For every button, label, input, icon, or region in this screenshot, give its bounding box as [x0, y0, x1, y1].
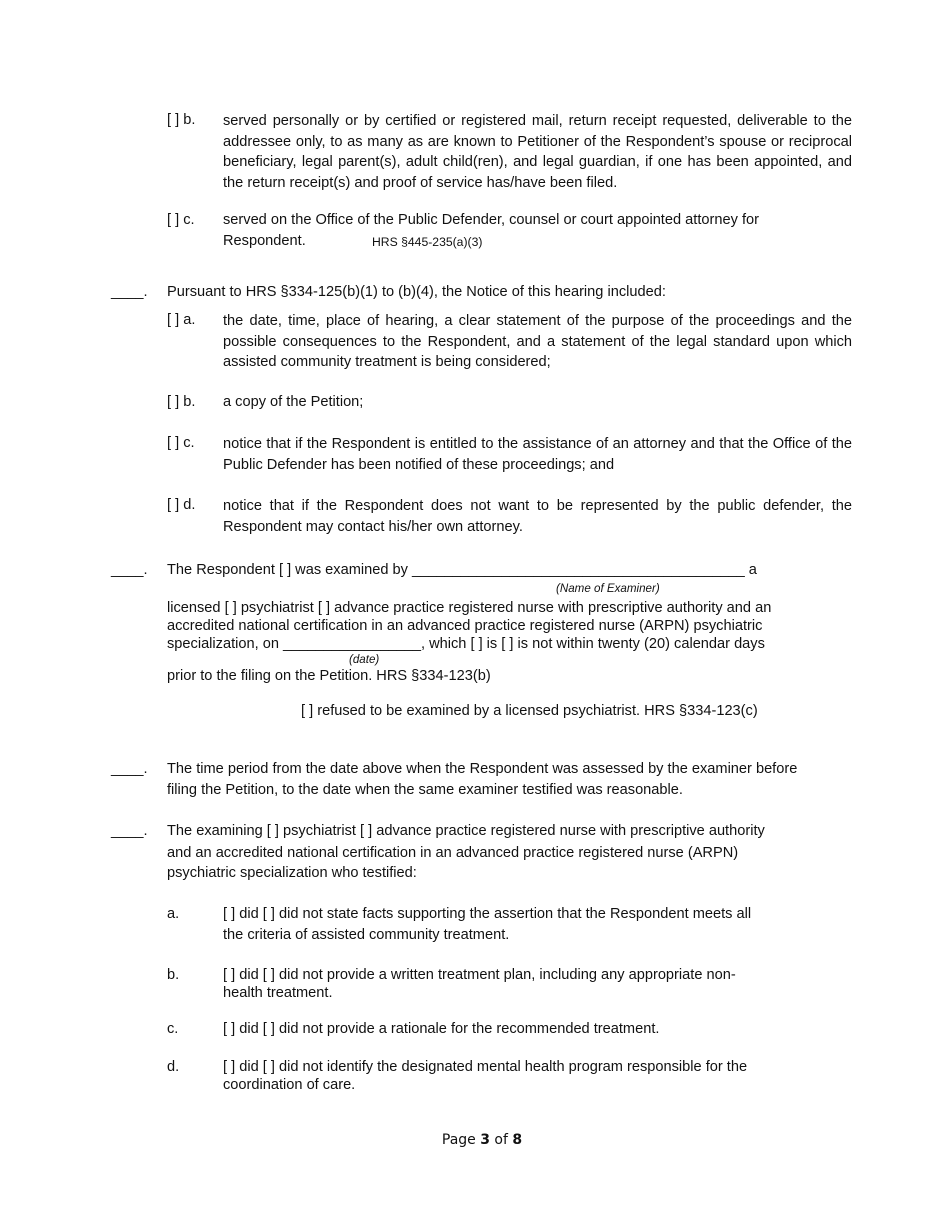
exam-line4: specialization, on _________________, which [ ] is [ ] is not within twenty (20) calendar days — [167, 636, 765, 652]
exam-line3: accredited national certification in an advanced practice registered nurse (ARPN) psychiatric — [167, 618, 763, 634]
testified-b-label: b. — [167, 967, 180, 983]
time-blank: ____. — [111, 761, 148, 777]
page-footer — [0, 1132, 950, 1148]
testified-d-label: d. — [167, 1059, 180, 1075]
testified-a-line2: the criteria of assisted community treatment. — [223, 927, 510, 943]
item-b-text: served personally or by certified or registered mail, return receipt requested, deliverable to the addressee only, to as many as are known to Petitioner of the Respondent’s spouse or reciprocal beneficiary, legal parent(s), adult child(ren), and legal guardian, if one has been appointed, and the return receipt(s) and proof of service has/have been filed. — [223, 113, 852, 191]
notice-a-text: the date, time, place of hearing, a clear statement of the purpose of the proceedings and the possible consequences to the Respondent, and a statement of the legal standard upon which assisted community treatment is being considered; — [223, 313, 852, 371]
footer-middle: of — [489, 1132, 513, 1148]
footer-prefix: Page — [441, 1132, 481, 1148]
exam-line2: licensed [ ] psychiatrist [ ] advance practice registered nurse with prescriptive authority and an — [167, 600, 772, 616]
testified-b-line1: [ ] did [ ] did not provide a written treatment plan, including any appropriate non- — [223, 967, 736, 983]
item-c-line2: Respondent. — [223, 233, 306, 249]
testified-d-line1: [ ] did [ ] did not identify the designated mental health program responsible for the — [223, 1059, 748, 1075]
testified-d-line2: coordination of care. — [223, 1077, 356, 1093]
time-line1: The time period from the date above when the Respondent was assessed by the examiner before — [167, 761, 798, 777]
exam-line5: prior to the filing on the Petition. HRS §334-123(b) — [167, 668, 491, 684]
notice-c-text: notice that if the Respondent is entitled to the assistance of an attorney and that the Office of the Public Defender has been notified of these proceedings; and — [223, 436, 852, 473]
time-line2: filing the Petition, to the date when the same examiner testified was reasonable. — [167, 782, 683, 798]
footer-page-number: 3 — [480, 1132, 490, 1148]
exam-line1: The Respondent [ ] was examined by _________________________________________ a — [167, 562, 757, 578]
notice-blank: ____. — [111, 284, 148, 300]
notice-intro: Pursuant to HRS §334-125(b)(1) to (b)(4), the Notice of this hearing included: — [167, 284, 666, 300]
notice-c-marker: [ ] c. — [167, 435, 195, 451]
date-caption: (date) — [349, 653, 380, 666]
examiner-caption: (Name of Examiner) — [556, 582, 660, 595]
examining-line3: psychiatric specialization who testified: — [167, 865, 417, 881]
testified-c-line1: [ ] did [ ] did not provide a rationale for the recommended treatment. — [223, 1021, 660, 1037]
examining-line2: and an accredited national certification in an advanced practice registered nurse (ARPN) — [167, 845, 739, 861]
refused-line: [ ] refused to be examined by a licensed psychiatrist. HRS §334-123(c) — [301, 703, 758, 719]
exam-blank: ____. — [111, 562, 148, 578]
notice-d-text: notice that if the Respondent does not want to be represented by the public defender, the Respondent may contact his/her own attorney. — [223, 498, 852, 535]
notice-b-marker: [ ] b. — [167, 394, 196, 410]
testified-b-line2: health treatment. — [223, 985, 333, 1001]
testified-a-label: a. — [167, 906, 180, 922]
item-c-marker: [ ] c. — [167, 212, 195, 228]
notice-a-marker: [ ] a. — [167, 312, 196, 328]
item-c-citation: HRS §445-235(a)(3) — [372, 235, 483, 249]
examining-line1: The examining [ ] psychiatrist [ ] advance practice registered nurse with prescriptive authority — [167, 823, 765, 839]
notice-d-marker: [ ] d. — [167, 497, 196, 513]
item-c-line1: served on the Office of the Public Defender, counsel or court appointed attorney for — [223, 212, 759, 228]
footer-page-total: 8 — [512, 1132, 523, 1148]
examining-blank: ____. — [111, 823, 148, 839]
notice-b-text: a copy of the Petition; — [223, 394, 364, 410]
testified-a-line1: [ ] did [ ] did not state facts supporting the assertion that the Respondent meets all — [223, 906, 752, 922]
item-b-marker: [ ] b. — [167, 112, 196, 128]
testified-c-label: c. — [167, 1021, 179, 1037]
